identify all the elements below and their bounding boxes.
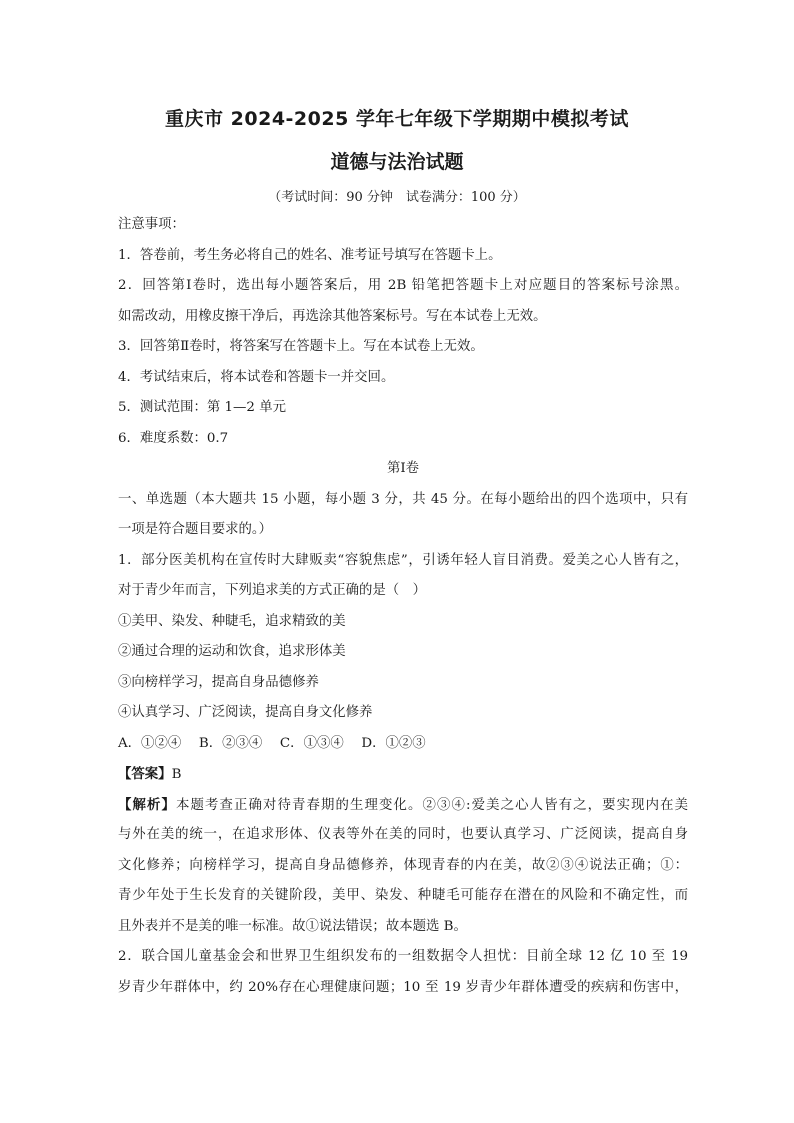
exam-title: 重庆市 2024-2025 学年七年级下学期期中模拟考试 (165, 108, 629, 130)
question1-analysis-line2: 与外在美的统一，在追求形体、仪表等外在美的同时，也要认真学习、广泛阅读，提高自身 (118, 827, 688, 842)
question1-analysis-line4: 青少年处于生长发育的关键阶段，美甲、染发、种睫毛可能存在潜在的风险和不确定性，而 (118, 888, 688, 903)
note-item-1: 1．答卷前，考生务必将自己的姓名、准考证号填写在答题卡上。 (118, 247, 502, 263)
question2-stem-line2: 岁青少年群体中，约 20%存在心理健康问题；10 至 19 岁青少年群体遭受的疾病和伤害中， (118, 979, 688, 995)
question1-analysis-line3: 文化修养；向榜样学习，提高自身品德修养，体现青春的内在美，故②③④说法正确；①： (118, 857, 688, 873)
question1-statement-3: ③向榜样学习，提高自身品德修养 (118, 674, 319, 690)
question1-stem-line1: 1．部分医美机构在宣传时大肆贩卖“容貌焦虑”，引诱年轻人盲目消费。爱美之心人皆有之， (118, 552, 688, 568)
note-item-2: 2．回答第Ⅰ卷时，选出每小题答案后，用 2B 铅笔把答题卡上对应题目的答案标号涂黑。 (118, 278, 688, 293)
exam-info: （考试时间：90 分钟 试卷满分：100 分） (268, 190, 526, 205)
note-item-3: 3．回答第Ⅱ卷时，将答案写在答题卡上。写在本试卷上无效。 (118, 339, 484, 354)
exam-subject: 道德与法治试题 (330, 151, 464, 173)
question1-statement-2: ②通过合理的运动和饮食，追求形体美 (118, 644, 346, 659)
question1-answer (118, 763, 688, 794)
exam-body (118, 214, 688, 1007)
volume-label: 第Ⅰ卷 (386, 461, 420, 476)
question1-options: A．①②④ B．②③④ C．①③④ D．①②③ (118, 735, 426, 751)
answer-value: B (171, 767, 182, 782)
question1-stem-line2: 对于青少年而言，下列追求美的方式正确的是（ ） (118, 583, 426, 598)
analysis-label: 【解析】 (118, 796, 176, 813)
answer-label: 【答案】 (118, 766, 172, 782)
section-instruction-line1: 一、单选题（本大题共 15 小题，每小题 3 分，共 45 分。在每小题给出的四个选项中，只有 (118, 491, 688, 507)
question1-statement-1: ①美甲、染发、种睫毛，追求精致的美 (118, 613, 346, 629)
question2-stem-line1: 2．联合国儿童基金会和世界卫生组织发布的一组数据令人担忧：目前全球 12 亿 10 至 19 (118, 949, 688, 964)
notes-heading: 注意事项： (118, 217, 185, 232)
note-item-4: 4．考试结束后，将本试卷和答题卡一并交回。 (118, 369, 395, 385)
question1-analysis-line1 (118, 794, 688, 825)
note-item-2-cont: 如需改动，用橡皮擦干净后，再选涂其他答案标号。写在本试卷上无效。 (118, 308, 547, 324)
note-item-6: 6．难度系数：0.7 (118, 430, 229, 446)
note-item-5: 5．测试范围：第 1—2 单元 (118, 400, 286, 415)
section-instruction-line2: 一项是符合题目要求的。） (118, 522, 272, 537)
question1-statement-4: ④认真学习、广泛阅读，提高自身文化修养 (118, 705, 373, 720)
question1-analysis-line5: 且外表并不是美的唯一标准。故①说法错误；故本题选 B。 (118, 918, 467, 934)
analysis-text-1: 本题考查正确对待青春期的生理变化。②③④:爱美之心人皆有之，要实现内在美 (176, 797, 688, 813)
